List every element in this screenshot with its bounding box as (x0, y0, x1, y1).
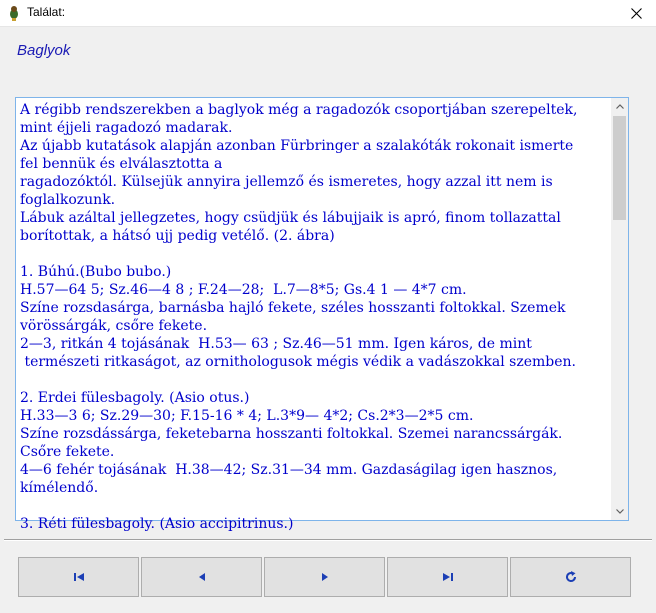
divider (4, 539, 652, 541)
last-record-button[interactable] (387, 557, 508, 597)
text-line: Színe rozsdasárga, barnásba hajló fekete, széles hosszanti foltokkal. Szemek (20, 300, 566, 316)
text-line (20, 371, 610, 389)
result-text-area[interactable] (15, 97, 629, 532)
text-line: 3. Réti fülesbagoly. (Asio accipitrinus.) (20, 516, 294, 532)
previous-arrow-icon (197, 572, 207, 582)
page-heading: Baglyok (17, 42, 71, 59)
window-title: Találat: (27, 5, 66, 19)
title-bar (0, 0, 656, 27)
text-line (20, 497, 610, 515)
text-line: 2—3, ritkán 4 tojásának H.53— 63 ; Sz.46—51 mm. Igen káros, de mint (20, 336, 532, 352)
close-button[interactable] (616, 0, 656, 26)
scroll-up-button[interactable] (611, 98, 628, 115)
scroll-down-arrow-icon (616, 509, 624, 514)
next-arrow-icon (320, 572, 330, 582)
first-record-button[interactable] (18, 557, 139, 597)
text-line: H.57—64 5; Sz.46—4 8 ; F.24—28; L.7—8*5; Gs.4 1 — 4*7 cm. (20, 282, 467, 298)
text-line: H.33—3 6; Sz.29—30; F.15-16 * 4; L.3*9— 4*2; Cs.2*3—2*5 cm. (20, 408, 474, 424)
text-line: A régibb rendszerekben a baglyok még a ragadozók csoportjában szerepeltek, (20, 102, 578, 118)
text-line: fel bennük és elválasztotta a (20, 156, 223, 172)
scroll-up-arrow-icon (616, 104, 624, 109)
text-line: 2. Erdei fülesbagoly. (Asio otus.) (20, 390, 250, 406)
text-line: borítottak, a hátsó ujj pedig vetélő. (2. ábra) (20, 228, 335, 244)
text-line: Színe rozsdássárga, feketebarna hosszanti foltokkal. Szemei narancssárgák. (20, 426, 563, 442)
scroll-down-button[interactable] (611, 503, 628, 520)
close-icon (631, 8, 642, 19)
text-line: kímélendő. (20, 480, 99, 496)
text-line: 1. Búhú.(Bubo bubo.) (20, 264, 172, 280)
next-record-button[interactable] (264, 557, 385, 597)
refresh-button[interactable] (510, 557, 631, 597)
text-line: vörössárgák, csőre fekete. (20, 318, 208, 334)
text-line: 4—6 fehér tojásának H.38—42; Sz.31—34 mm. Gazdaságilag igen hasznos, (20, 462, 558, 478)
refresh-icon (565, 571, 577, 583)
text-line: foglalkozunk. (20, 192, 116, 208)
text-line: Az újabb kutatások alapján azonban Fürbringer a szalakóták rokonait ismerte (20, 138, 574, 154)
text-line (20, 245, 610, 263)
result-text (20, 101, 610, 533)
text-line: Csőre fekete. (20, 444, 115, 460)
text-line: ragadozóktól. Külsejük annyira jellemző és ismeretes, hogy azzal itt nem is (20, 174, 553, 190)
scroll-thumb[interactable] (613, 116, 626, 220)
vertical-scrollbar[interactable] (611, 98, 628, 520)
previous-record-button[interactable] (141, 557, 262, 597)
bird-app-icon (7, 5, 21, 21)
text-line: Lábuk azáltal jellegzetes, hogy csüdjük és lábujjaik is apró, finom tollazattal (20, 210, 561, 226)
text-line: mint éjjeli ragadozó madarak. (20, 120, 233, 136)
skip-to-first-icon (73, 572, 85, 582)
text-line: természeti ritkaságot, az ornithologusok mégis védik a vadászokkal szemben. (20, 354, 577, 370)
skip-to-last-icon (442, 572, 454, 582)
